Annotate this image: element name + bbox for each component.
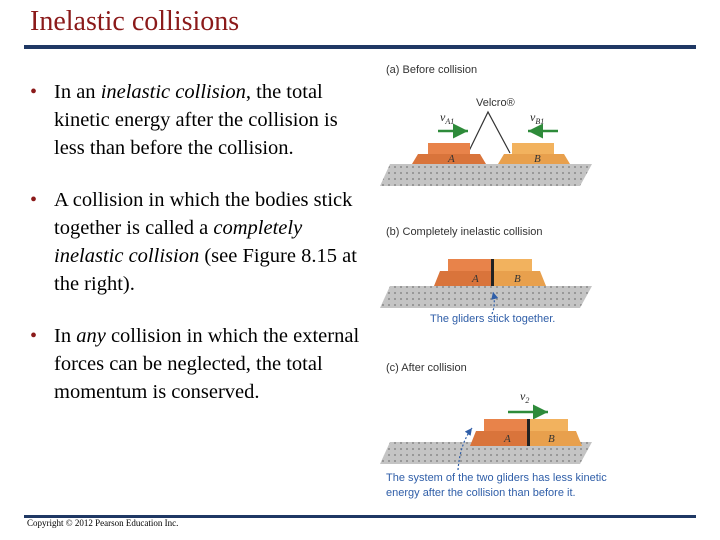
- panel-c-caption-line2: energy after the collision than before it.: [386, 487, 576, 499]
- glider-a-body: [470, 431, 528, 446]
- bullet-3-text-b: collision in which the external forces can be neglected, the total momentum is conserved.: [54, 325, 360, 403]
- v-b1-label: $v_{B1}$: [530, 110, 545, 126]
- title-divider: [24, 45, 696, 49]
- glider-b-top: [512, 143, 554, 154]
- glider-b-label: B: [514, 273, 521, 285]
- panel-c-caption-line1: The system of the two gliders has less kinetic: [386, 472, 607, 484]
- glider-b-body: [530, 431, 582, 446]
- copyright-notice: Copyright © 2012 Pearson Education Inc.: [27, 518, 179, 528]
- slide-title: Inelastic collisions: [30, 6, 240, 37]
- bullet-2-text-a: A collision in which the bodies stick together is called a: [54, 189, 353, 239]
- glider-b-label: B: [548, 433, 555, 445]
- bullet-marker: •: [30, 325, 38, 347]
- v-2-label: $v_2$: [520, 389, 530, 405]
- panel-a-label: (a) Before collision: [386, 64, 478, 76]
- bullet-marker: •: [30, 81, 38, 103]
- velcro-pointer: [468, 112, 510, 153]
- panel-before-collision: [380, 64, 592, 186]
- bullet-item-3: [30, 322, 370, 406]
- bullet-item-2: [30, 186, 370, 298]
- bullet-list: [30, 78, 370, 430]
- glider-a-body: [434, 271, 492, 286]
- bullet-3-term: any: [76, 325, 106, 347]
- track-a: [380, 164, 592, 186]
- bullet-marker: •: [30, 189, 38, 211]
- bullet-2-term: completely inelastic collision: [54, 217, 303, 267]
- bullet-1-term: inelastic collision: [100, 81, 246, 103]
- figure-8-15: [380, 56, 700, 506]
- bullet-item-1: [30, 78, 370, 162]
- glider-a-top: [484, 419, 528, 431]
- glider-b-top: [492, 259, 532, 271]
- velcro-joint: [527, 419, 530, 446]
- panel-b-label: (b) Completely inelastic collision: [386, 226, 543, 238]
- bullet-1-text-b: , the total kinetic energy after the collision is less than before the collision.: [54, 81, 338, 159]
- glider-b-top: [528, 419, 568, 431]
- track-b: [380, 286, 592, 308]
- bullet-1-text-a: In an: [54, 81, 101, 103]
- panel-after-collision: [380, 362, 607, 499]
- velcro-joint: [491, 259, 494, 286]
- glider-a-label: A: [504, 433, 511, 445]
- panel-completely-inelastic: [380, 226, 592, 325]
- glider-b-label: B: [534, 153, 541, 165]
- v-a1-label: $v_{A1}$: [440, 110, 455, 126]
- glider-a-label: A: [472, 273, 479, 285]
- panel-c-label: (c) After collision: [386, 362, 467, 374]
- glider-a-label: A: [448, 153, 455, 165]
- glider-a-top: [448, 259, 492, 271]
- bullet-3-text-a: In: [54, 325, 77, 347]
- velcro-label: Velcro®: [476, 97, 515, 109]
- bullet-2-text-b: (see Figure 8.15 at the right).: [54, 245, 357, 295]
- panel-b-caption: The gliders stick together.: [430, 313, 556, 325]
